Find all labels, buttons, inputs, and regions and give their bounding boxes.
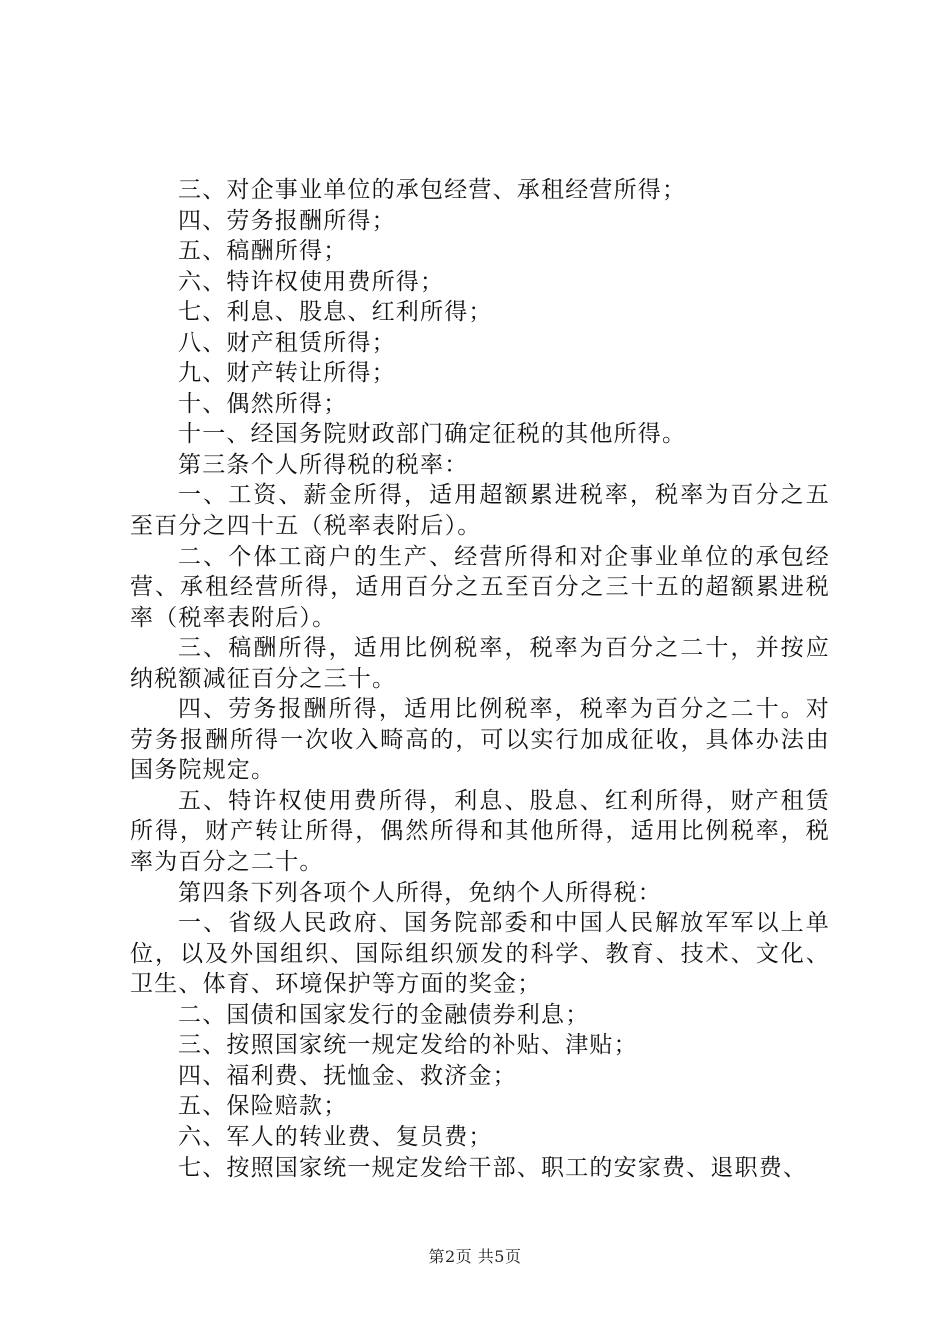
paragraph: 十一、经国务院财政部门确定征税的其他所得。 — [178, 421, 687, 448]
paragraph: 二、国债和国家发行的金融债券利息； — [178, 1001, 590, 1028]
paragraph: 六、特许权使用费所得； — [178, 268, 445, 295]
paragraph: 五、保险赔款； — [178, 1093, 348, 1120]
paragraph: 四、劳务报酬所得； — [178, 207, 396, 234]
paragraph: 二、个体工商户的生产、经营所得和对企事业单位的承包经营、承租经营所得，适用百分之五至百分之三十五的超额累进税率（税率表附后）。 — [130, 543, 830, 631]
paragraph: 三、按照国家统一规定发给的补贴、津贴； — [178, 1032, 638, 1059]
paragraph: 四、福利费、抚恤金、救济金； — [178, 1062, 517, 1089]
paragraph: 十、偶然所得； — [178, 390, 348, 417]
paragraph: 五、特许权使用费所得，利息、股息、红利所得，财产租赁所得，财产转让所得，偶然所得和其他所得，适用比例税率，税率为百分之二十。 — [130, 787, 830, 876]
paragraph: 八、财产租赁所得； — [178, 329, 396, 356]
paragraph: 七、按照国家统一规定发给干部、职工的安家费、退职费、 — [178, 1154, 808, 1181]
paragraph: 三、对企事业单位的承包经营、承租经营所得； — [178, 177, 687, 203]
section-heading: 第三条个人所得税的税率： — [178, 451, 469, 478]
paragraph: 一、工资、薪金所得，适用超额累进税率，税率为百分之五至百分之四十五（税率表附后）。 — [130, 482, 830, 540]
paragraph: 三、稿酬所得，适用比例税率，税率为百分之二十，并按应纳税额减征百分之三十。 — [130, 635, 830, 692]
paragraph: 四、劳务报酬所得，适用比例税率，税率为百分之二十。对劳务报酬所得一次收入畸高的，可以实行加成征收，具体办法由国务院规定。 — [130, 696, 830, 784]
paragraph: 六、军人的转业费、复员费； — [178, 1123, 493, 1150]
paragraph: 五、稿酬所得； — [178, 238, 348, 265]
document-body — [130, 175, 830, 1183]
paragraph: 一、省级人民政府、国务院部委和中国人民解放军军以上单位，以及外国组织、国际组织颁发的科学、教育、技术、文化、卫生、体育、环境保护等方面的奖金； — [130, 910, 830, 998]
section-heading: 第四条下列各项个人所得，免纳个人所得税： — [178, 879, 662, 906]
page-number-footer: 第2页 共5页 — [428, 1247, 522, 1266]
paragraph: 七、利息、股息、红利所得； — [178, 299, 493, 326]
paragraph: 九、财产转让所得； — [178, 360, 396, 387]
